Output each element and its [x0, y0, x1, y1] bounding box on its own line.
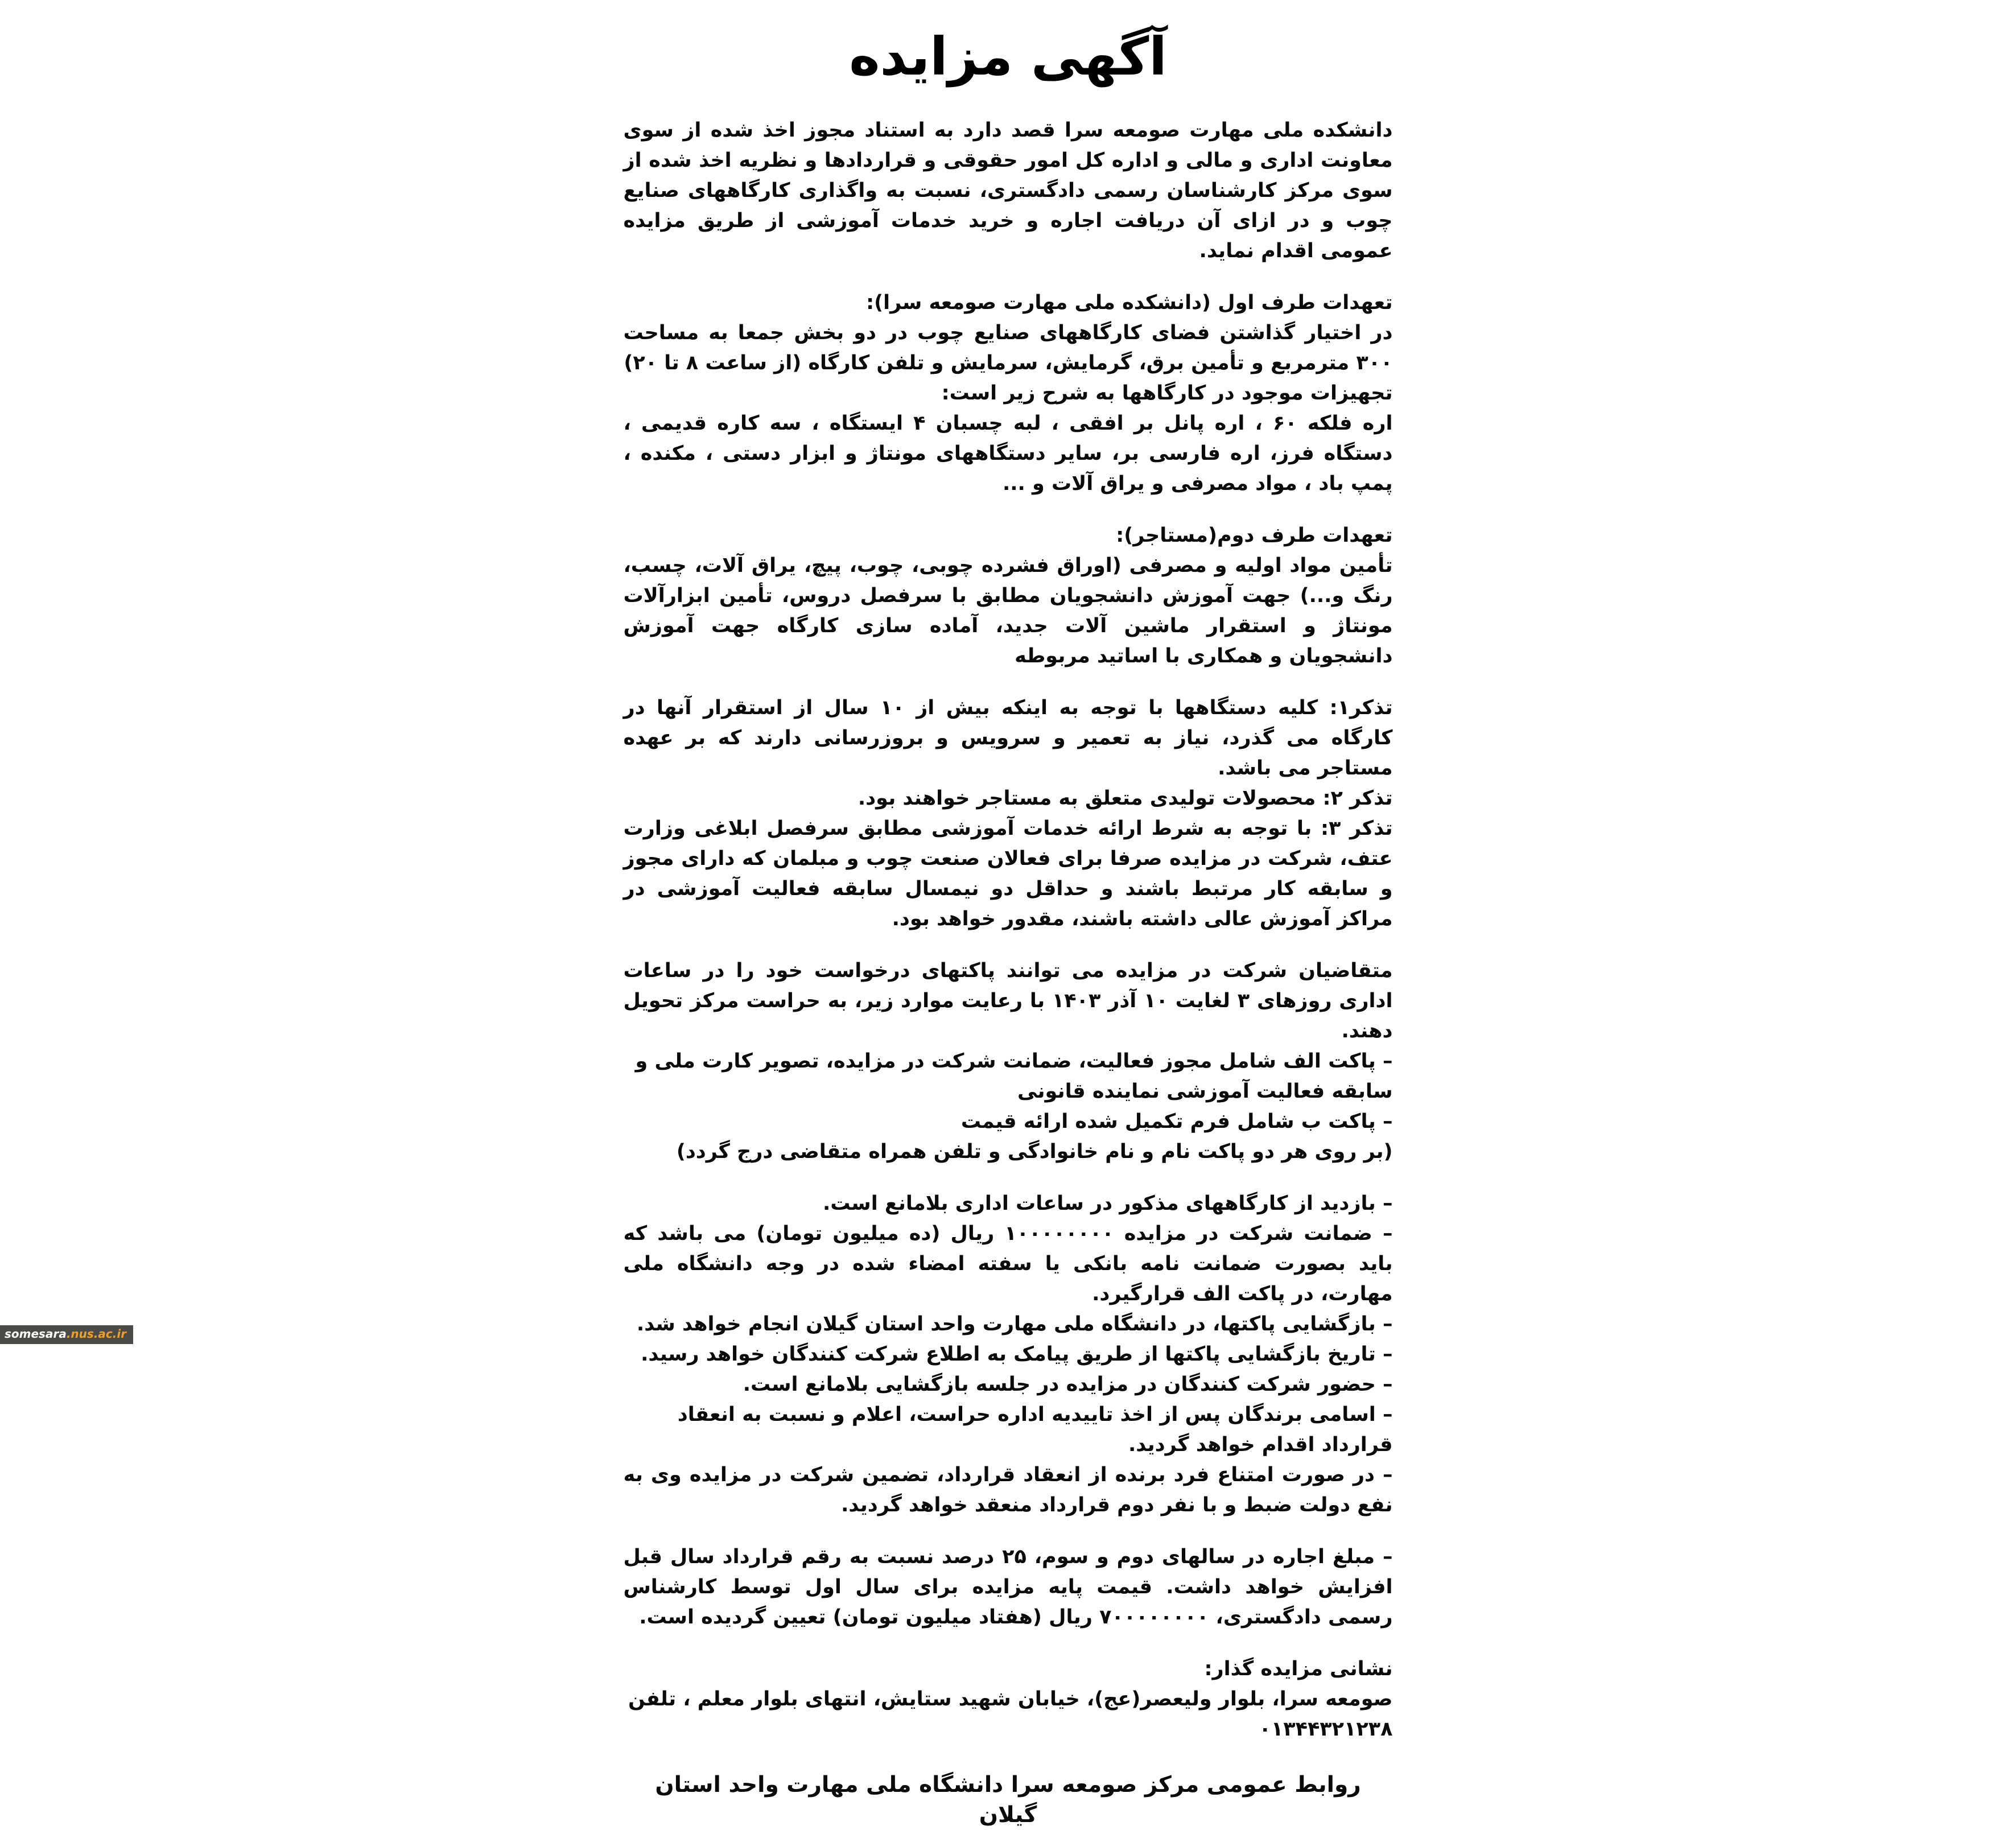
- text-line: – بازدید از کارگاههای مذکور در ساعات اداری بلامانع است.: [822, 1192, 1393, 1215]
- footer-line: روابط عمومی مرکز صومعه سرا دانشگاه ملی مهارت واحد استان گیلان: [655, 1772, 1361, 1828]
- text-line: – پاکت الف شامل مجوز فعالیت، ضمانت شرکت در مزایده، تصویر کارت ملی و سابقه فعالیت آموزشی نماینده قانونی: [635, 1050, 1393, 1103]
- paragraph: – مبلغ اجاره در سالهای دوم و سوم، ۲۵ درصد نسبت به رقم قرارداد سال قبل افزایش خواهد داشت. قیمت پایه مزایده برای سال اول توسط کارشناس رسمی دادگستری، ۷۰۰۰۰۰۰۰۰ ریال (هفتاد میلیون تومان) تعیین گردیده است.: [623, 1545, 1393, 1629]
- paragraph: – ضمانت شرکت در مزایده ۱۰۰۰۰۰۰۰۰ ریال (ده میلیون تومان) می باشد که باید بصورت ضمانت نامه بانکی یا سفته امضاء شده در وجه دانشگاه ملی مهارت، در پاکت الف قرارگیرد.: [623, 1222, 1393, 1305]
- text-line: – حضور شرکت کنندگان در مزایده در جلسه بازگشایی بلامانع است.: [743, 1373, 1393, 1396]
- spacer: [624, 499, 1393, 521]
- paragraph: تذکر۱: کلیه دستگاهها با توجه به اینکه بیش از ۱۰ سال از استقرار آنها در کارگاه می گذرد، نیاز به تعمیر و سرویس و بروزرسانی دارند که بر عهده مستاجر می باشد.: [623, 696, 1393, 780]
- text-line: نشانی مزایده گذار:: [1204, 1658, 1393, 1680]
- text-line: – بازگشایی پاکتها، در دانشگاه ملی مهارت واحد استان گیلان انجام خواهد شد.: [636, 1313, 1393, 1336]
- text-line: – تاریخ بازگشایی پاکتها از طریق پیامک به اطلاع شرکت کنندگان خواهد رسید.: [641, 1343, 1393, 1366]
- paragraph: متقاضیان شرکت در مزایده می توانند پاکتهای درخواست خود را در ساعات اداری روزهای ۳ لغایت ۱۰ آذر ۱۴۰۳ با رعایت موارد زیر، به حراست مرکز تحویل دهند.: [623, 959, 1393, 1042]
- text-line: صومعه سرا، بلوار ولیعصر(عج)، خیابان شهید ستایش، انتهای بلوار معلم ، تلفن ۰۱۳۴۴۳۲۱۲۳۸: [628, 1688, 1393, 1741]
- paragraph: – در صورت امتناع فرد برنده از انعقاد قرارداد، تضمین شرکت در مزایده وی به نفع دولت ضبط و با نفر دوم قرارداد منعقد خواهد گردید.: [623, 1464, 1393, 1516]
- spacer: [624, 1633, 1393, 1654]
- watermark-site-name: somesara: [5, 1327, 67, 1341]
- paragraph: دانشکده ملی مهارت صومعه سرا قصد دارد به استناد مجوز اخذ شده از سوی معاونت اداری و مالی و اداره کل امور حقوقی و قراردادها و نظریه اخذ شده از سوی مرکز کارشناسان رسمی دادگستری، نسبت به واگذاری کارگاههای صنایع چوب و در ازای آن دریافت اجاره و خرید خدمات آموزشی از طریق مزایده عمومی اقدام نماید.: [623, 119, 1393, 262]
- paragraph: اره فلکه ۶۰ ، اره پانل بر افقی ، لبه چسبان ۴ ایستگاه ، سه کاره قدیمی ، دستگاه فرز، اره فارسی بر، سایر دستگاههای مونتاژ و ابزار دستی ، مکنده ، پمپ باد ، مواد مصرفی و یراق آلات و ...: [623, 412, 1393, 495]
- page-title: آگهی مزایده: [849, 26, 1167, 87]
- spacer: [624, 1745, 1393, 1766]
- paragraph: تأمین مواد اولیه و مصرفی (اوراق فشرده چوبی، چوب، پیچ، یراق آلات، چسب، رنگ و...) جهت آموزش دانشجویان مطابق با سرفصل دروس، تأمین ابزارآلات مونتاژ و استقرار ماشین آلات جدید، آماده سازی کارگاه جهت آموزش دانشجویان و همکاری با اساتید مربوطه: [623, 554, 1393, 667]
- text-line: (بر روی هر دو پاکت نام و نام خانوادگی و تلفن همراه متقاضی درج گردد): [676, 1140, 1393, 1163]
- document-body: [624, 116, 1393, 1830]
- text-line: تعهدات طرف اول (دانشکده ملی مهارت صومعه سرا):: [866, 291, 1393, 314]
- spacer: [624, 934, 1393, 956]
- text-line: – پاکت ب شامل فرم تکمیل شده ارائه قیمت: [960, 1110, 1393, 1133]
- spacer: [624, 671, 1393, 693]
- auction-notice: [624, 0, 1393, 1830]
- spacer: [624, 266, 1393, 288]
- watermark-bar: [0, 1325, 133, 1344]
- spacer: [624, 1520, 1393, 1542]
- text-line: – اسامی برندگان پس از اخذ تاییدیه اداره حراست، اعلام و نسبت به انعقاد قرارداد اقدام خواهد گردید.: [677, 1403, 1393, 1456]
- paragraph: در اختیار گذاشتن فضای کارگاههای صنایع چوب در دو بخش جمعا به مساحت ۳۰۰ مترمربع و تأمین برق، گرمایش، سرمایش و تلفن کارگاه (از ساعت ۸ تا ۲۰): [623, 322, 1393, 374]
- text-line: تجهیزات موجود در کارگاهها به شرح زیر است:: [941, 382, 1393, 405]
- paragraph: تذکر ۳: با توجه به شرط ارائه خدمات آموزشی مطابق سرفصل ابلاغی وزارت عتف، شرکت در مزایده صرفا برای فعالان صنعت چوب و مبلمان که دارای مجوز و سابقه کار مرتبط باشند و حداقل دو نیمسال سابقه فعالیت آموزشی در مراکز آموزش عالی داشته باشند، مقدور خواهد بود.: [623, 817, 1393, 930]
- text-line: تذکر ۲: محصولات تولیدی متعلق به مستاجر خواهند بود.: [857, 787, 1393, 810]
- watermark-site-domain: .nus.ac.ir: [66, 1327, 127, 1341]
- text-line: تعهدات طرف دوم(مستاجر):: [1116, 524, 1393, 547]
- spacer: [624, 1167, 1393, 1189]
